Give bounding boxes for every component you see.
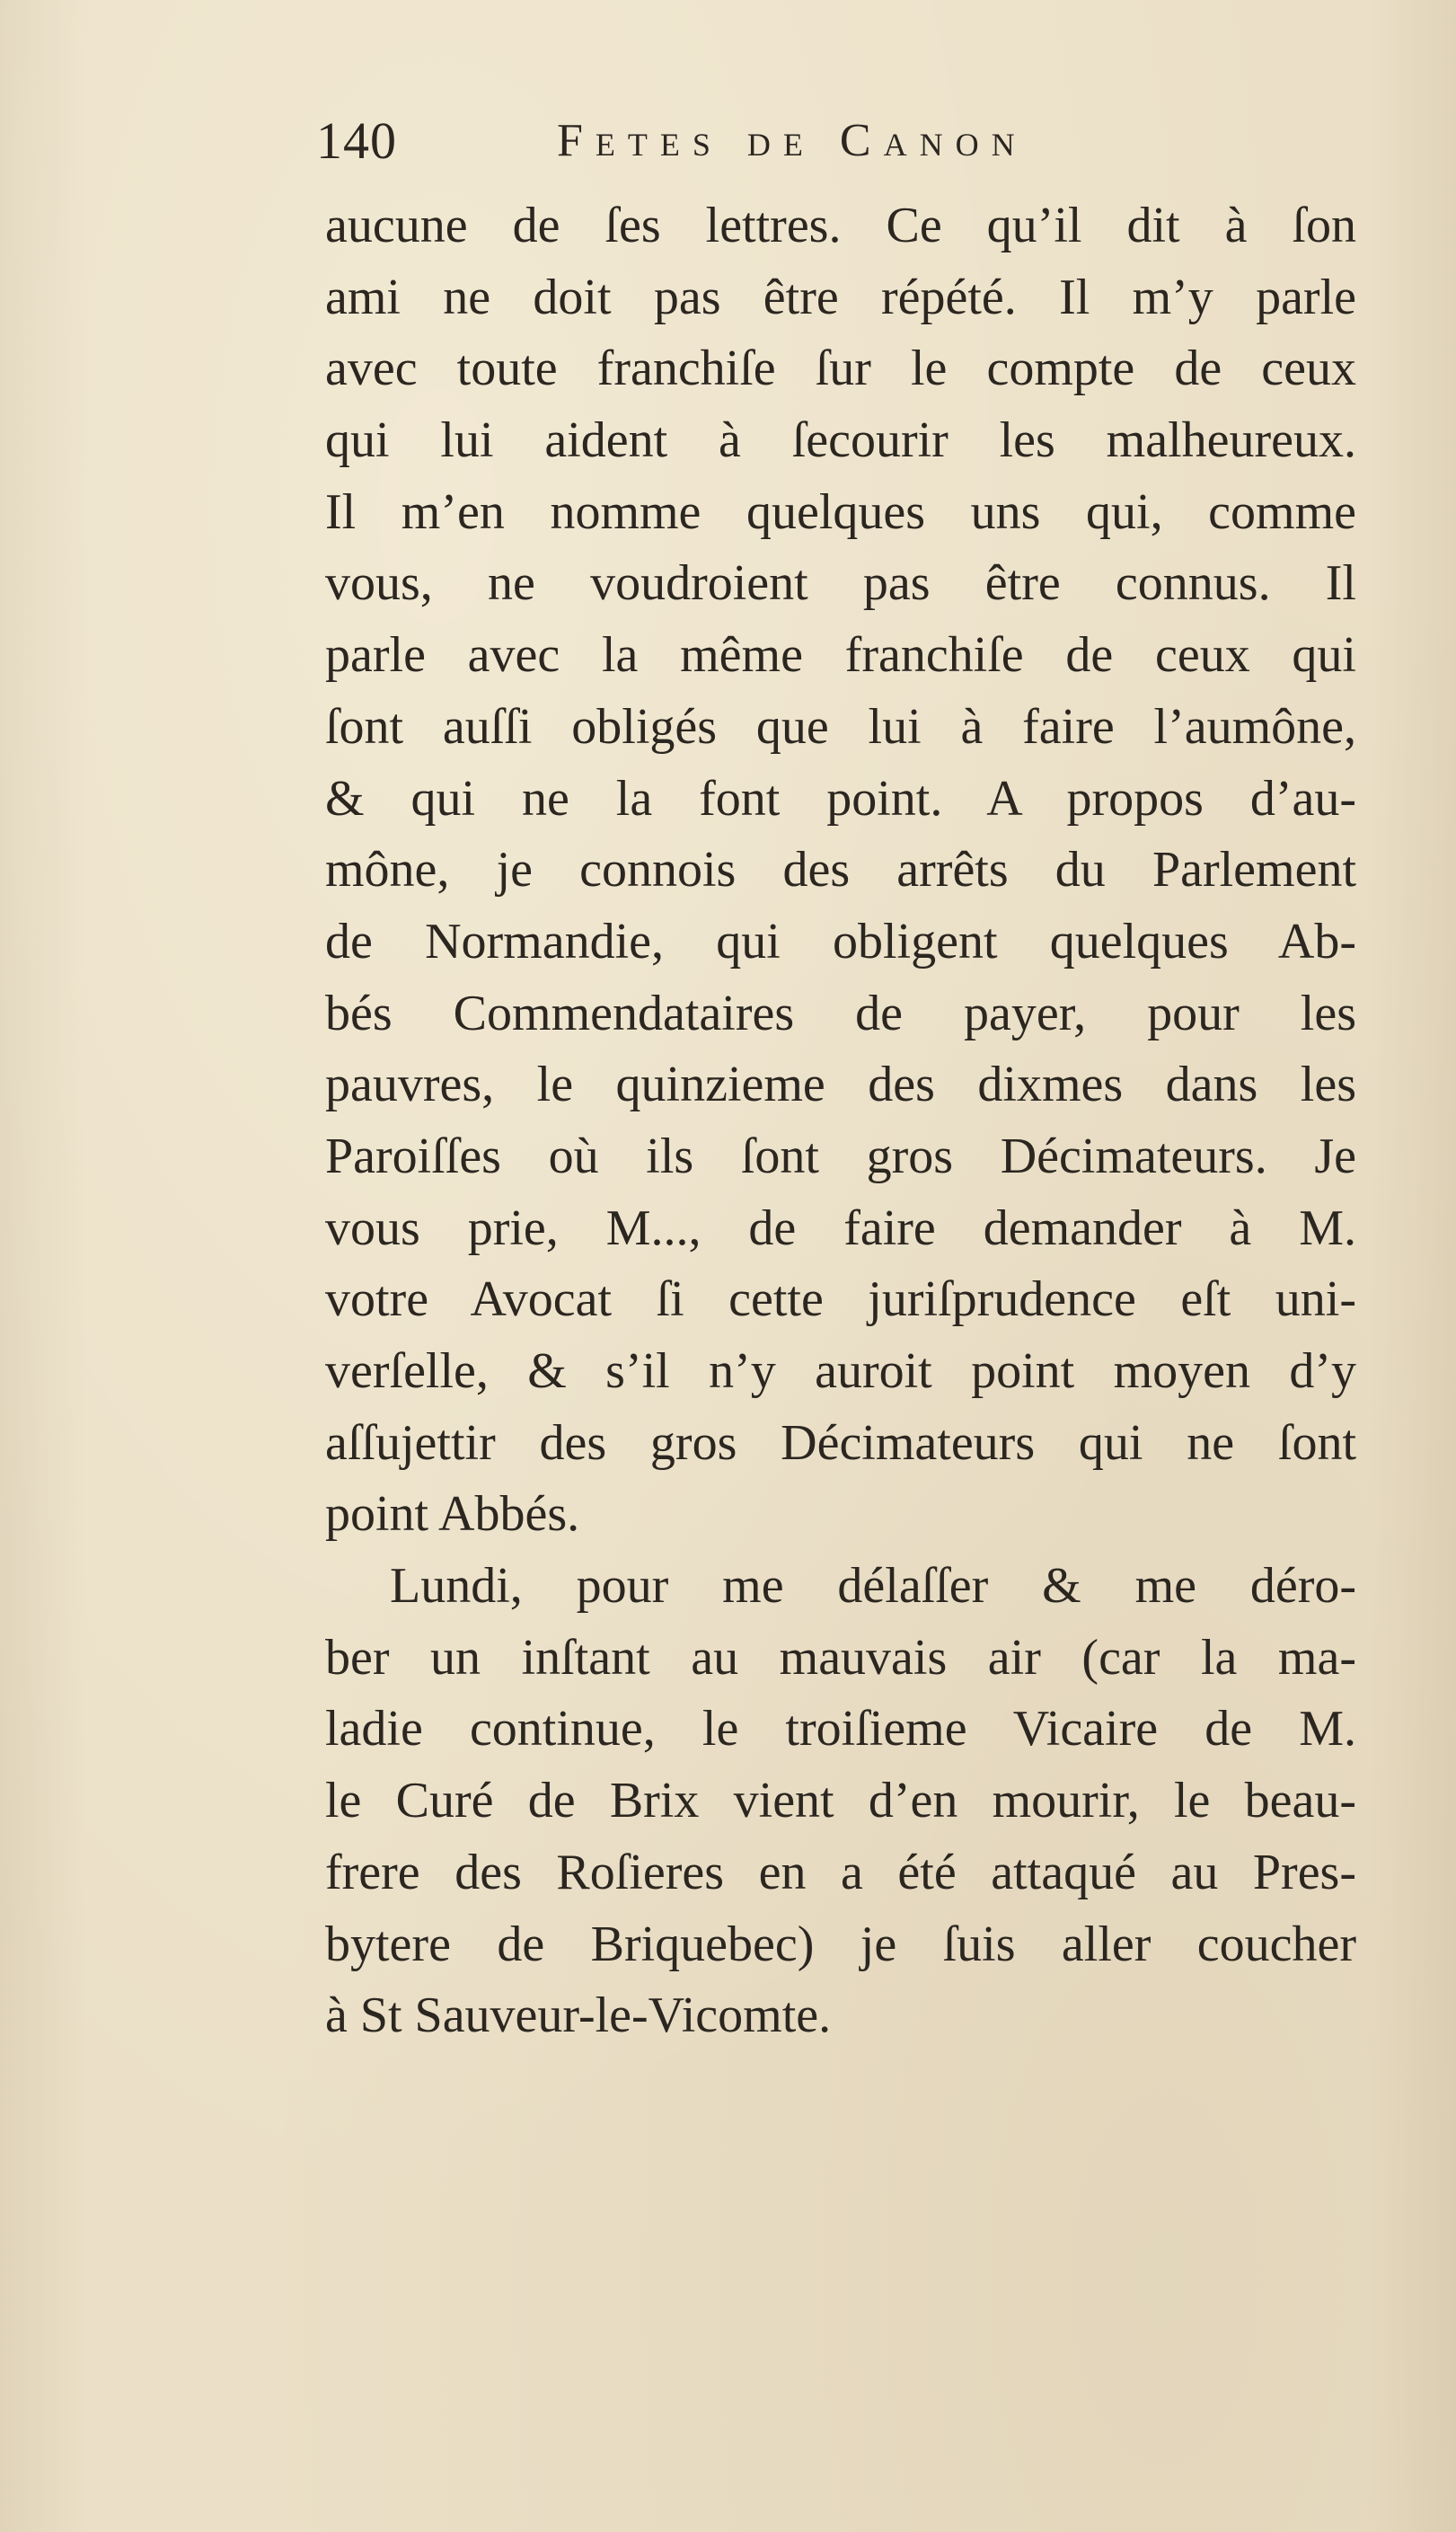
text-line: bytere de Briquebec) je ſuis aller coucher (325, 1916, 1356, 1972)
text-line: Lundi, pour me délaſſer & me déro- (390, 1558, 1356, 1615)
text-line: parle avec la même franchiſe de ceux qui (325, 627, 1356, 684)
text-line: votre Avocat ſi cette juriſprudence eſt uni- (325, 1271, 1356, 1328)
text-line: aſſujettir des gros Décimateurs qui ne ſont (325, 1414, 1356, 1471)
text-line: qui lui aident à ſecourir les malheureux. (325, 412, 1356, 469)
text-line: le Curé de Brix vient d’en mourir, le beau- (325, 1773, 1356, 1829)
text-line: Il m’en nomme quelques uns qui, comme (325, 483, 1356, 540)
page-number: 140 (316, 111, 397, 170)
text-line: aucune de ſes lettres. Ce qu’il dit à ſon (325, 198, 1356, 253)
text-line: ladie continue, le troiſieme Vicaire de M. (325, 1701, 1356, 1757)
text-line: à St Sauveur-le-Vicomte. (325, 1988, 832, 2044)
running-title: Fetes de Canon (557, 115, 1028, 166)
page-header (316, 110, 1125, 173)
text-line: ſont auſſi obligés que lui à faire l’aumône, (325, 698, 1356, 755)
text-line: de Normandie, qui obligent quelques Ab- (325, 913, 1356, 969)
text-line: Paroiſſes où ils ſont gros Décimateurs. Je (325, 1128, 1356, 1184)
text-line: bés Commendataires de payer, pour les (325, 985, 1356, 1041)
text-line: verſelle, & s’il n’y auroit point moyen d’y (325, 1343, 1356, 1399)
text-line: ami ne doit pas être répété. Il m’y parle (325, 269, 1356, 325)
text-line: pauvres, le quinzieme des dixmes dans les (325, 1057, 1356, 1113)
text-line: & qui ne la font point. A propos d’au- (325, 770, 1356, 827)
text-line: point Abbés. (325, 1486, 580, 1543)
text-line: frere des Roſieres en a été attaqué au Pres- (325, 1844, 1356, 1900)
text-line: mône, je connois des arrêts du Parlement (325, 842, 1356, 899)
text-line: vous prie, M..., de faire demander à M. (325, 1200, 1356, 1256)
text-line: ber un inſtant au mauvais air (car la ma- (325, 1629, 1356, 1686)
body-text (325, 190, 1356, 2052)
text-line: avec toute franchiſe ſur le compte de ceux (325, 341, 1356, 397)
text-line: vous, ne voudroient pas être connus. Il (325, 555, 1356, 612)
